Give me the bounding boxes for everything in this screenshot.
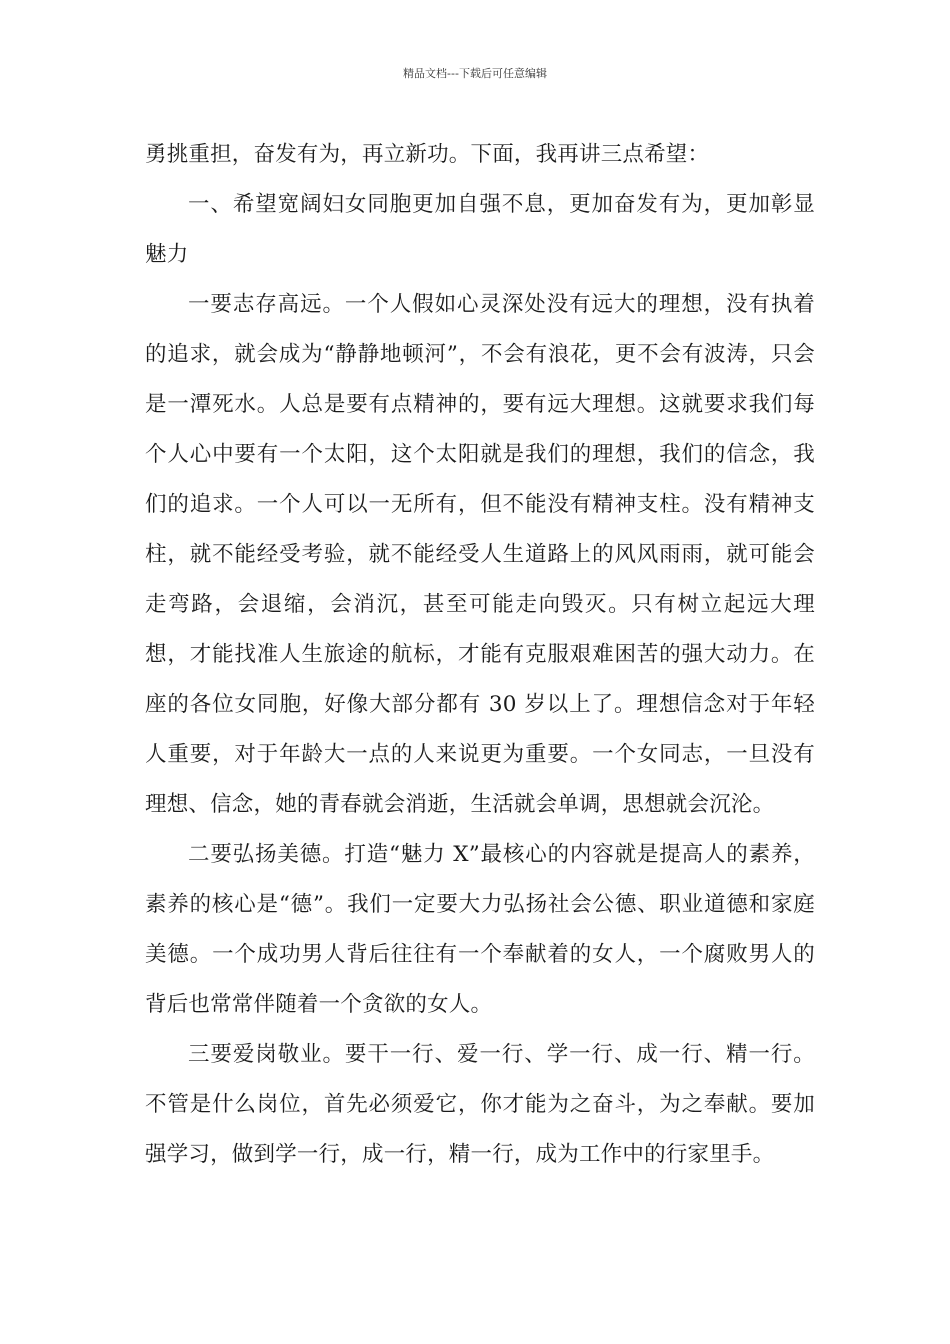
paragraph-intro: 勇挑重担，奋发有为，再立新功。下面，我再讲三点希望： bbox=[145, 142, 710, 167]
document-body bbox=[145, 130, 815, 1180]
paragraph-dedication: 三要爱岗敬业。要干一行、爱一行、学一行、成一行、精一行。不管是什么岗位，首先必须爱它，你才能为之奋斗，为之奉献。要加强学习，做到学一行，成一行，精一行，成为工作中的行家里手。 bbox=[145, 1042, 815, 1167]
paragraph-virtue: 二要弘扬美德。打造“魅力 X”最核心的内容就是提高人的素养，素养的核心是“德”。我们一定要大力弘扬社会公德、职业道德和家庭美德。一个成功男人背后往往有一个奉献着的女人，一个腐败男人的背后也常常伴随着一个贪欲的女人。 bbox=[145, 842, 815, 1017]
page-header: 精品文档---下载后可任意编辑 bbox=[403, 67, 547, 80]
paragraph-ideals: 一要志存高远。一个人假如心灵深处没有远大的理想，没有执着的追求，就会成为“静静地顿河”，不会有浪花，更不会有波涛，只会是一潭死水。人总是要有点精神的，要有远大理想。这就要求我们每个人心中要有一个太阳，这个太阳就是我们的理想，我们的信念，我们的追求。一个人可以一无所有，但不能没有精神支柱。没有精神支柱，就不能经受考验，就不能经受人生道路上的风风雨雨，就可能会走弯路，会退缩，会消沉，甚至可能走向毁灭。只有树立起远大理想，才能找准人生旅途的航标，才能有克服艰难困苦的强大动力。在座的各位女同胞，好像大部分都有 30 岁以上了。理想信念对于年轻人重要，对于年龄大一点的人来说更为重要。一个女同志，一旦没有理想、信念，她的青春就会消逝，生活就会单调，思想就会沉沦。 bbox=[145, 292, 815, 817]
paragraph-section-heading: 一、希望宽阔妇女同胞更加自强不息，更加奋发有为，更加彰显魅力 bbox=[145, 192, 815, 267]
